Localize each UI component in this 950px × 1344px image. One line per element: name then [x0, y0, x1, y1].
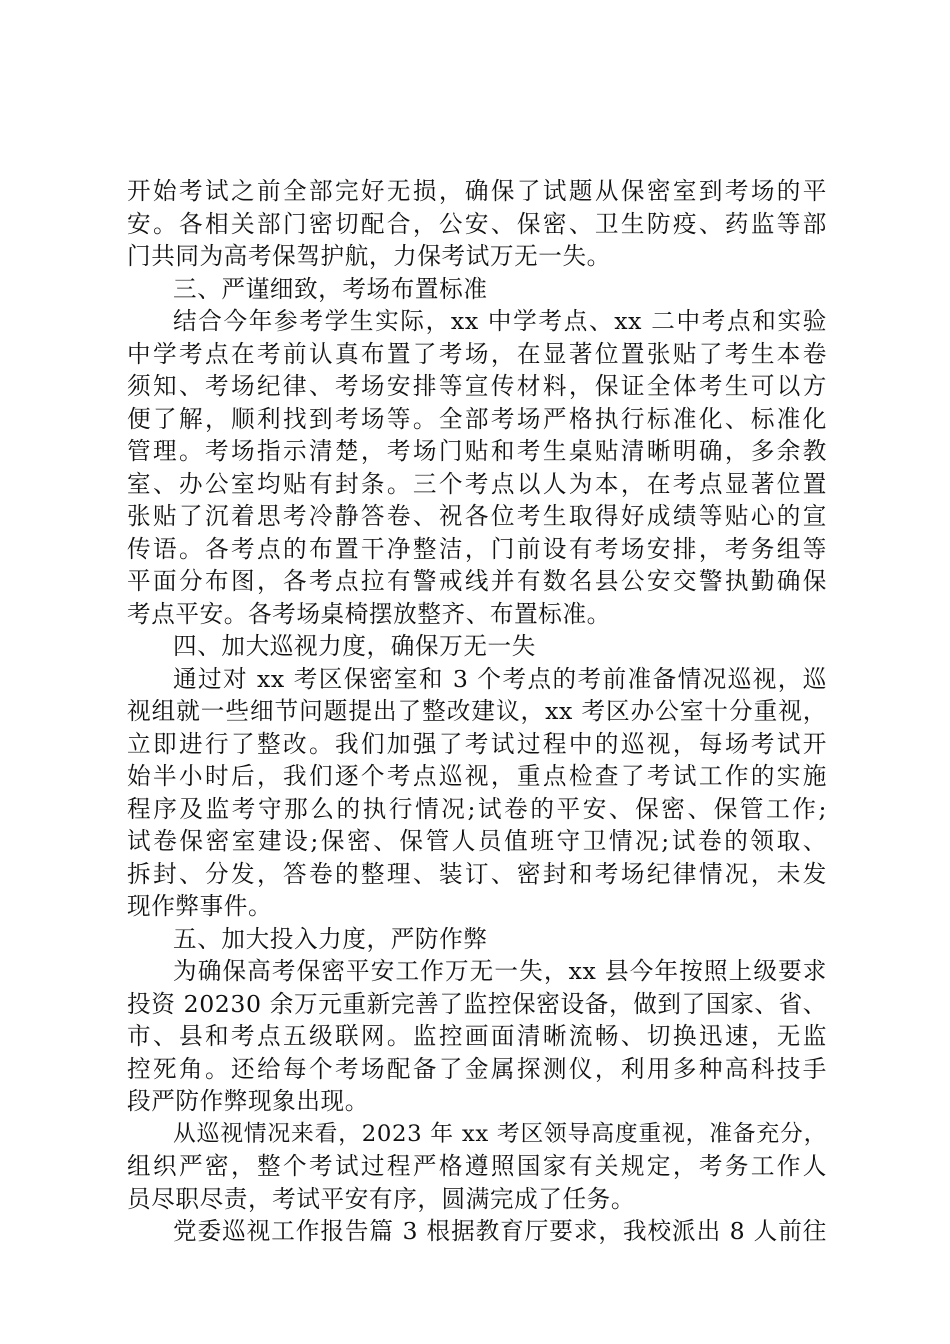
paragraph-first-line: 五、加大投入力度，严防作弊	[173, 924, 488, 953]
text-line: 平面分布图，各考点拉有警戒线并有数名县公安交警执勤确保	[127, 567, 827, 595]
text-line: 视组就一些细节问题提出了整改建议，xx 考区办公室十分重视，	[127, 697, 827, 725]
paragraph-first-line: 党委巡视工作报告篇 3 根据教育厅要求，我校派出 8 人前往	[173, 1217, 827, 1245]
text-line: 中学考点在考前认真布置了考场，在显著位置张贴了考生本卷	[127, 339, 827, 368]
text-line: 投资 20230 余万元重新完善了监控保密设备，做到了国家、省、	[127, 989, 827, 1018]
text-line: 立即进行了整改。我们加强了考试过程中的巡视，每场考试开	[127, 729, 827, 758]
text-line: 始半小时后，我们逐个考点巡视，重点检查了考试工作的实施	[127, 762, 827, 790]
paragraph-first-line: 从巡视情况来看，2023 年 xx 考区领导高度重视，准备充分，	[173, 1120, 827, 1147]
text-line: 市、县和考点五级联网。监控画面清晰流畅、切换迅速，无监	[127, 1022, 827, 1050]
text-line: 控死角。还给每个考场配备了金属探测仪，利用多种高科技手	[127, 1054, 827, 1083]
text-line: 安。各相关部门密切配合，公安、保密、卫生防疫、药监等部	[127, 209, 827, 238]
text-line: 张贴了沉着思考冷静答卷、祝各位考生取得好成绩等贴心的宣	[127, 502, 827, 530]
paragraph-first-line: 结合今年参考学生实际，xx 中学考点、xx 二中考点和实验	[173, 307, 827, 335]
text-line: 程序及监考守那么的执行情况;试卷的平安、保密、保管工作;	[127, 794, 827, 823]
text-line: 员尽职尽责，考试平安有序，圆满完成了任务。	[127, 1184, 636, 1213]
text-line: 拆封、分发，答卷的整理、装订、密封和考场纪律情况，未发	[127, 859, 827, 888]
paragraph-first-line: 为确保高考保密平安工作万无一失，xx 县今年按照上级要求	[173, 957, 827, 985]
text-line: 传语。各考点的布置干净整洁，门前设有考场安排，考务组等	[127, 534, 827, 563]
paragraph-first-line: 三、严谨细致，考场布置标准	[173, 274, 488, 303]
text-line: 室、办公室均贴有封条。三个考点以人为本，在考点显著位置	[127, 469, 827, 498]
paragraph-first-line: 四、加大巡视力度，确保万无一失	[173, 632, 536, 660]
text-line: 组织严密，整个考试过程严格遵照国家有关规定，考务工作人	[127, 1152, 827, 1180]
text-line: 开始考试之前全部完好无损，确保了试题从保密室到考场的平	[127, 177, 827, 205]
document-body	[127, 175, 827, 1248]
text-line: 便了解，顺利找到考场等。全部考场严格执行标准化、标准化	[127, 404, 827, 433]
text-line: 试卷保密室建设;保密、保管人员值班守卫情况;试卷的领取、	[127, 827, 827, 855]
text-line: 考点平安。各考场桌椅摆放整齐、布置标准。	[127, 599, 611, 628]
paragraph-first-line: 通过对 xx 考区保密室和 3 个考点的考前准备情况巡视，巡	[173, 664, 827, 693]
text-line: 段严防作弊现象出现。	[127, 1087, 369, 1115]
text-line: 门共同为高考保驾护航，力保考试万无一失。	[127, 242, 611, 270]
text-line: 管理。考场指示清楚，考场门贴和考生桌贴清晰明确，多余教	[127, 437, 827, 465]
text-line: 须知、考场纪律、考场安排等宣传材料，保证全体考生可以方	[127, 372, 827, 400]
text-line: 现作弊事件。	[127, 892, 273, 920]
